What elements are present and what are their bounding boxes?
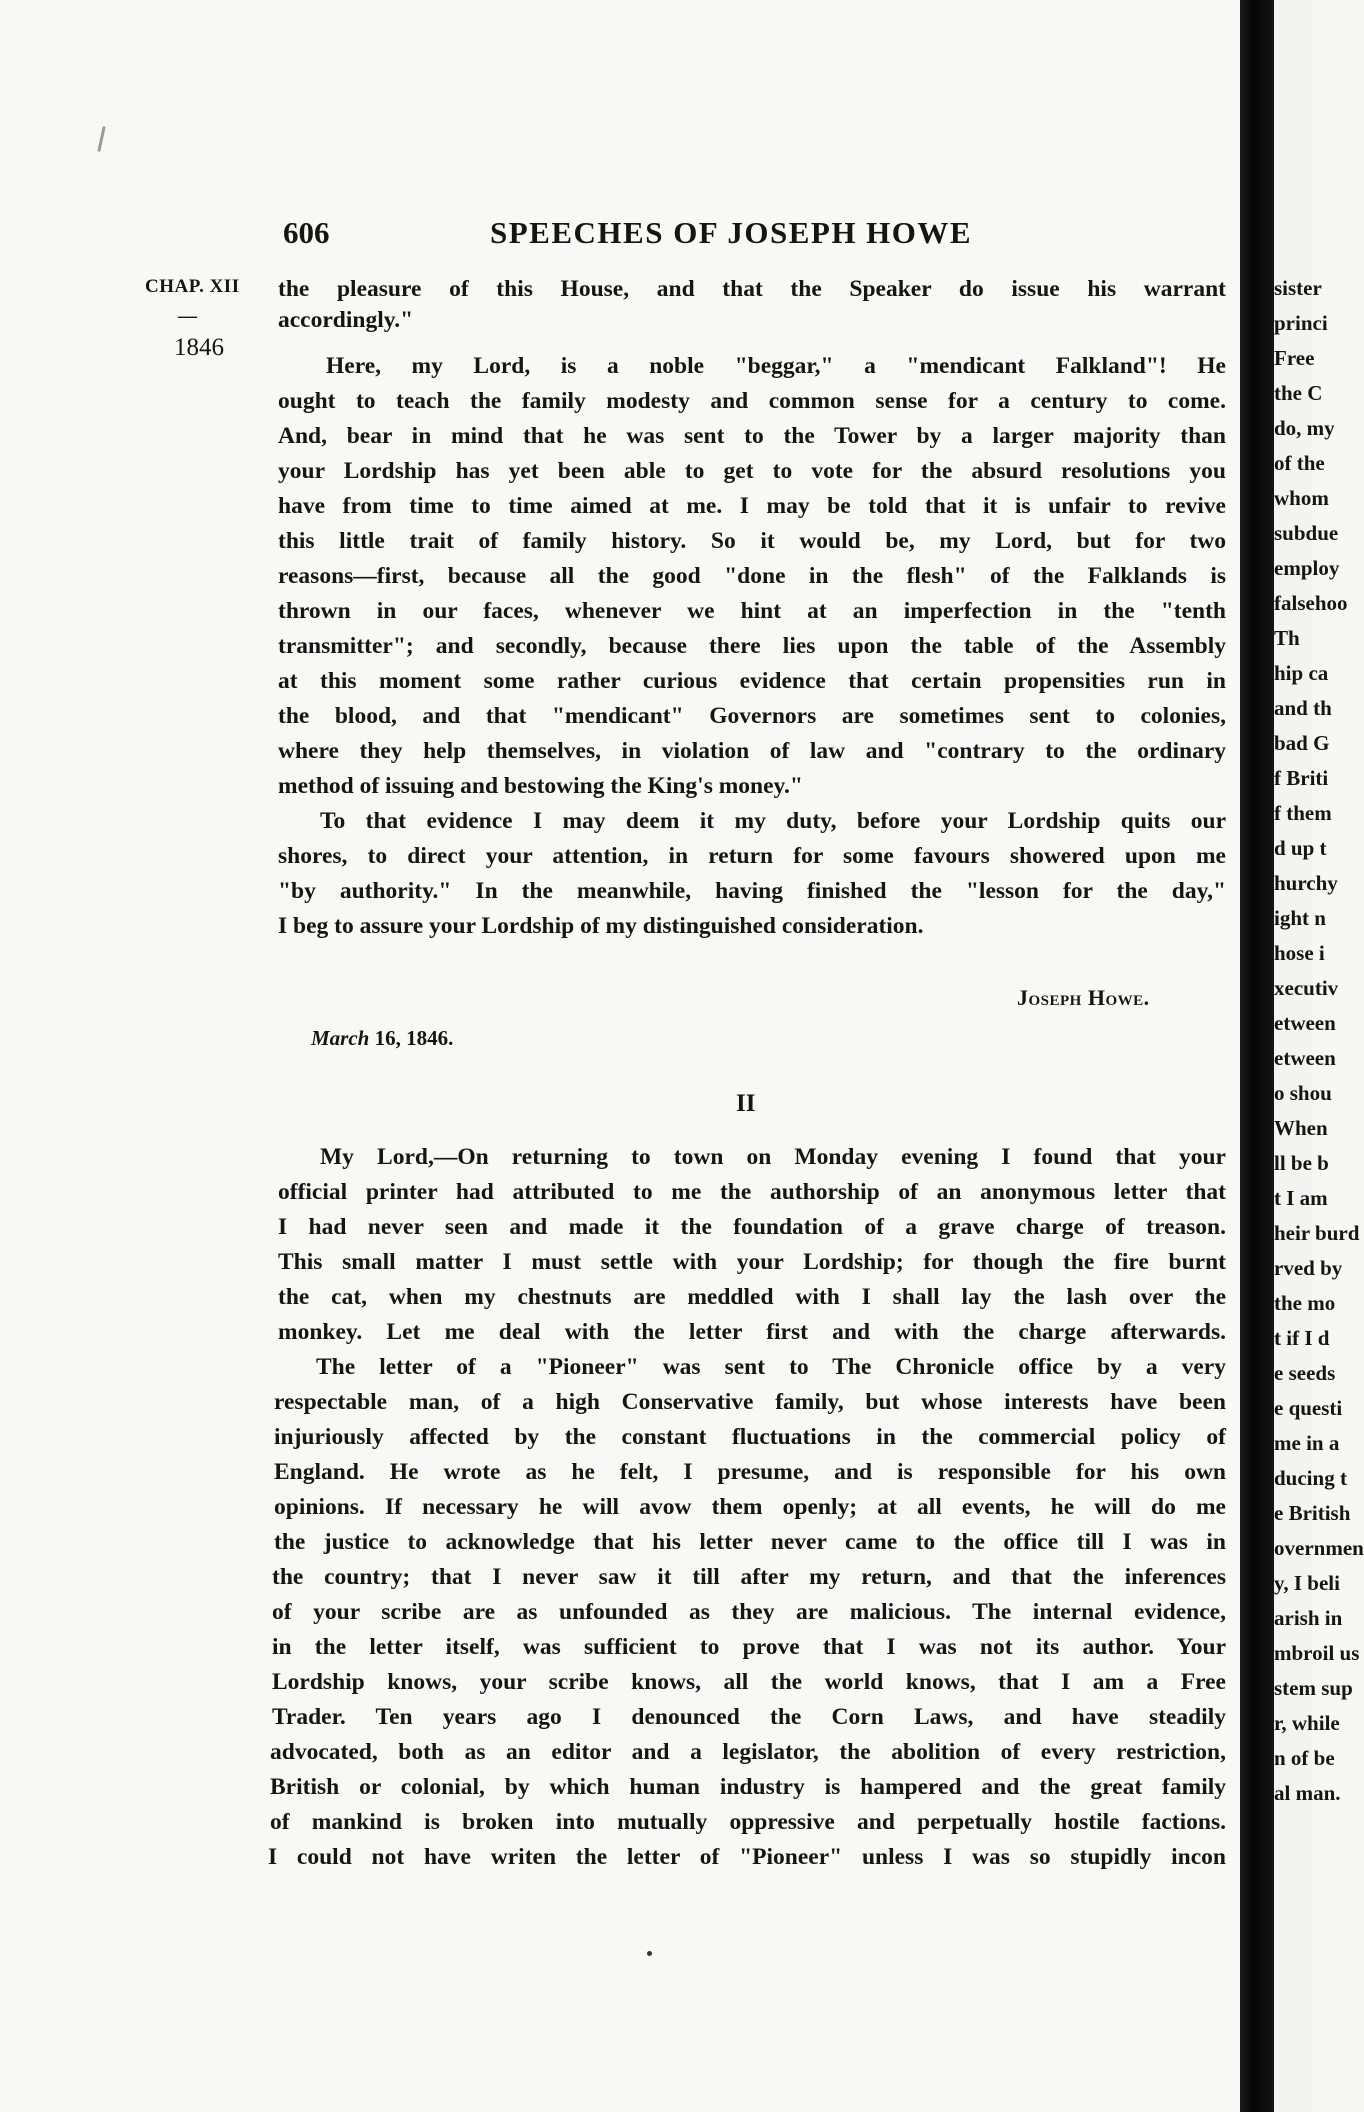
text-line: And, bear in mind that he was sent to the Tower by a larger majority than [278, 423, 1226, 449]
next-page-fragment: etween [1274, 1011, 1336, 1035]
next-page-fragment: When [1274, 1116, 1328, 1140]
speck-mark [647, 1951, 652, 1956]
section-number: II [736, 1090, 756, 1117]
text-line: Here, my Lord, is a noble "beggar," a "mendicant Falkland"! He [326, 353, 1226, 379]
next-page-fragment: ducing t [1274, 1466, 1347, 1490]
page-number: 606 [283, 215, 330, 250]
signature: Joseph Howe. [1017, 985, 1150, 1010]
next-page-fragment: d up t [1274, 836, 1327, 860]
text-line: official printer had attributed to me the authorship of an anonymous letter that [278, 1179, 1226, 1205]
date-rest: 16, 1846. [369, 1026, 454, 1050]
next-page-fragment: subdue [1274, 521, 1339, 545]
next-page-fragment: xecutiv [1274, 976, 1339, 1000]
next-page-fragment: hip ca [1274, 661, 1329, 685]
text-line: Trader. Ten years ago I denounced the Corn Laws, and have steadily [272, 1704, 1226, 1730]
next-page-fragment: e seeds [1274, 1361, 1336, 1385]
text-line: have from time to time aimed at me. I may be told that it is unfair to revive [278, 493, 1226, 519]
next-page-fragment: o shou [1274, 1081, 1332, 1105]
text-line: I could not have writen the letter of "Pioneer" unless I was so stupidly incon [268, 1844, 1226, 1870]
next-page-fragment: employ [1274, 556, 1340, 580]
text-line: your Lordship has yet been able to get to vote for the absurd resolutions you [278, 458, 1226, 484]
text-line: "by authority." In the meanwhile, having finished the "lesson for the day," [278, 878, 1226, 904]
text-line: of mankind is broken into mutually oppressive and perpetually hostile factions. [270, 1809, 1226, 1835]
next-page-fragment: rved by [1274, 1256, 1343, 1280]
text-line: This small matter I must settle with your Lordship; for though the fire burnt [278, 1249, 1226, 1275]
text-line: the country; that I never saw it till after my return, and that the inferences [272, 1564, 1226, 1590]
text-line: accordingly." [278, 307, 414, 333]
next-page-fragment: e British [1274, 1501, 1351, 1525]
text-line: thrown in our faces, whenever we hint at an imperfection in the "tenth [278, 598, 1226, 624]
book-gutter [1240, 0, 1274, 2112]
next-page-fragment: hurchy [1274, 871, 1338, 895]
margin-year: 1846 [174, 334, 224, 361]
next-page-fragment: do, my [1274, 416, 1335, 440]
next-page-fragment: Th [1274, 626, 1300, 650]
text-line: respectable man, of a high Conservative family, but whose interests have been [274, 1389, 1226, 1415]
text-line: British or colonial, by which human industry is hampered and the great family [270, 1774, 1226, 1800]
next-page-fragment: the C [1274, 381, 1323, 405]
next-page-fragment: Free [1274, 346, 1315, 370]
next-page-fragment: ll be b [1274, 1151, 1329, 1175]
next-page-fragment: e questi [1274, 1396, 1343, 1420]
text-line: of your scribe are as unfounded as they are malicious. The internal evidence, [272, 1599, 1226, 1625]
next-page-fragment: f Briti [1274, 766, 1329, 790]
next-page-fragment: ight n [1274, 906, 1326, 930]
text-line: The letter of a "Pioneer" was sent to The Chronicle office by a very [316, 1354, 1226, 1380]
next-page-fragment: r, while [1274, 1711, 1340, 1735]
text-line: opinions. If necessary he will avow them openly; at all events, he will do me [274, 1494, 1226, 1520]
next-page-fragment: t I am [1274, 1186, 1328, 1210]
text-line: the pleasure of this House, and that the Speaker do issue his warrant [278, 276, 1226, 302]
pencil-mark [97, 126, 105, 152]
next-page-fragment: me in a [1274, 1431, 1340, 1455]
next-page-fragment: etween [1274, 1046, 1336, 1070]
adjacent-page-edge [1274, 0, 1364, 2112]
next-page-fragment: falsehoo [1274, 591, 1348, 615]
text-line: transmitter"; and secondly, because there lies upon the table of the Assembly [278, 633, 1226, 659]
text-line: this little trait of family history. So it would be, my Lord, but for two [278, 528, 1226, 554]
text-line: I beg to assure your Lordship of my distinguished consideration. [278, 913, 924, 939]
text-line: method of issuing and bestowing the King's money." [278, 773, 803, 799]
next-page-fragment: t if I d [1274, 1326, 1330, 1350]
text-line: shores, to direct your attention, in return for some favours showered upon me [278, 843, 1226, 869]
text-line: monkey. Let me deal with the letter first and with the charge afterwards. [278, 1319, 1226, 1345]
text-line: in the letter itself, was sufficient to prove that I was not its author. Your [272, 1634, 1226, 1660]
next-page-fragment: y, I beli [1274, 1571, 1340, 1595]
next-page-fragment: heir burd [1274, 1221, 1360, 1245]
next-page-fragment: stem sup [1274, 1676, 1353, 1700]
text-line: My Lord,—On returning to town on Monday evening I found that your [320, 1144, 1226, 1170]
next-page-fragment: the mo [1274, 1291, 1336, 1315]
next-page-fragment: al man. [1274, 1781, 1341, 1805]
margin-dash: — [178, 306, 197, 327]
text-line: injuriously affected by the constant fluctuations in the commercial policy of [274, 1424, 1226, 1450]
next-page-fragment: and th [1274, 696, 1332, 720]
text-line: ought to teach the family modesty and common sense for a century to come. [278, 388, 1226, 414]
next-page-fragment: of the [1274, 451, 1325, 475]
date-month: March [311, 1026, 370, 1050]
next-page-fragment: mbroil us [1274, 1641, 1360, 1665]
next-page-fragment: bad G [1274, 731, 1330, 755]
next-page-fragment: whom [1274, 486, 1329, 510]
next-page-fragment: sister [1274, 276, 1322, 300]
margin-chapter: CHAP. XII [145, 276, 240, 297]
next-page-fragment: princi [1274, 311, 1328, 335]
text-line: the cat, when my chestnuts are meddled with I shall lay the lash over the [278, 1284, 1226, 1310]
text-line: reasons—first, because all the good "done in the flesh" of the Falklands is [278, 563, 1226, 589]
next-page-fragment: overnmen [1274, 1536, 1364, 1560]
text-line: To that evidence I may deem it my duty, before your Lordship quits our [320, 808, 1226, 834]
text-line: the justice to acknowledge that his letter never came to the office till I was in [274, 1529, 1226, 1555]
next-page-fragment: arish in [1274, 1606, 1343, 1630]
next-page-fragment: n of be [1274, 1746, 1335, 1770]
text-line: the blood, and that "mendicant" Governors are sometimes sent to colonies, [278, 703, 1226, 729]
text-line: England. He wrote as he felt, I presume, and is responsible for his own [274, 1459, 1226, 1485]
next-page-fragment: f them [1274, 801, 1332, 825]
running-head-title: SPEECHES OF JOSEPH HOWE [490, 215, 973, 250]
letter-date [311, 1026, 453, 1051]
next-page-fragment: hose i [1274, 941, 1325, 965]
text-line: where they help themselves, in violation of law and "contrary to the ordinary [278, 738, 1226, 764]
text-line: advocated, both as an editor and a legislator, the abolition of every restriction, [270, 1739, 1226, 1765]
text-line: Lordship knows, your scribe knows, all the world knows, that I am a Free [272, 1669, 1226, 1695]
text-line: at this moment some rather curious evidence that certain propensities run in [278, 668, 1226, 694]
text-line: I had never seen and made it the foundation of a grave charge of treason. [278, 1214, 1226, 1240]
